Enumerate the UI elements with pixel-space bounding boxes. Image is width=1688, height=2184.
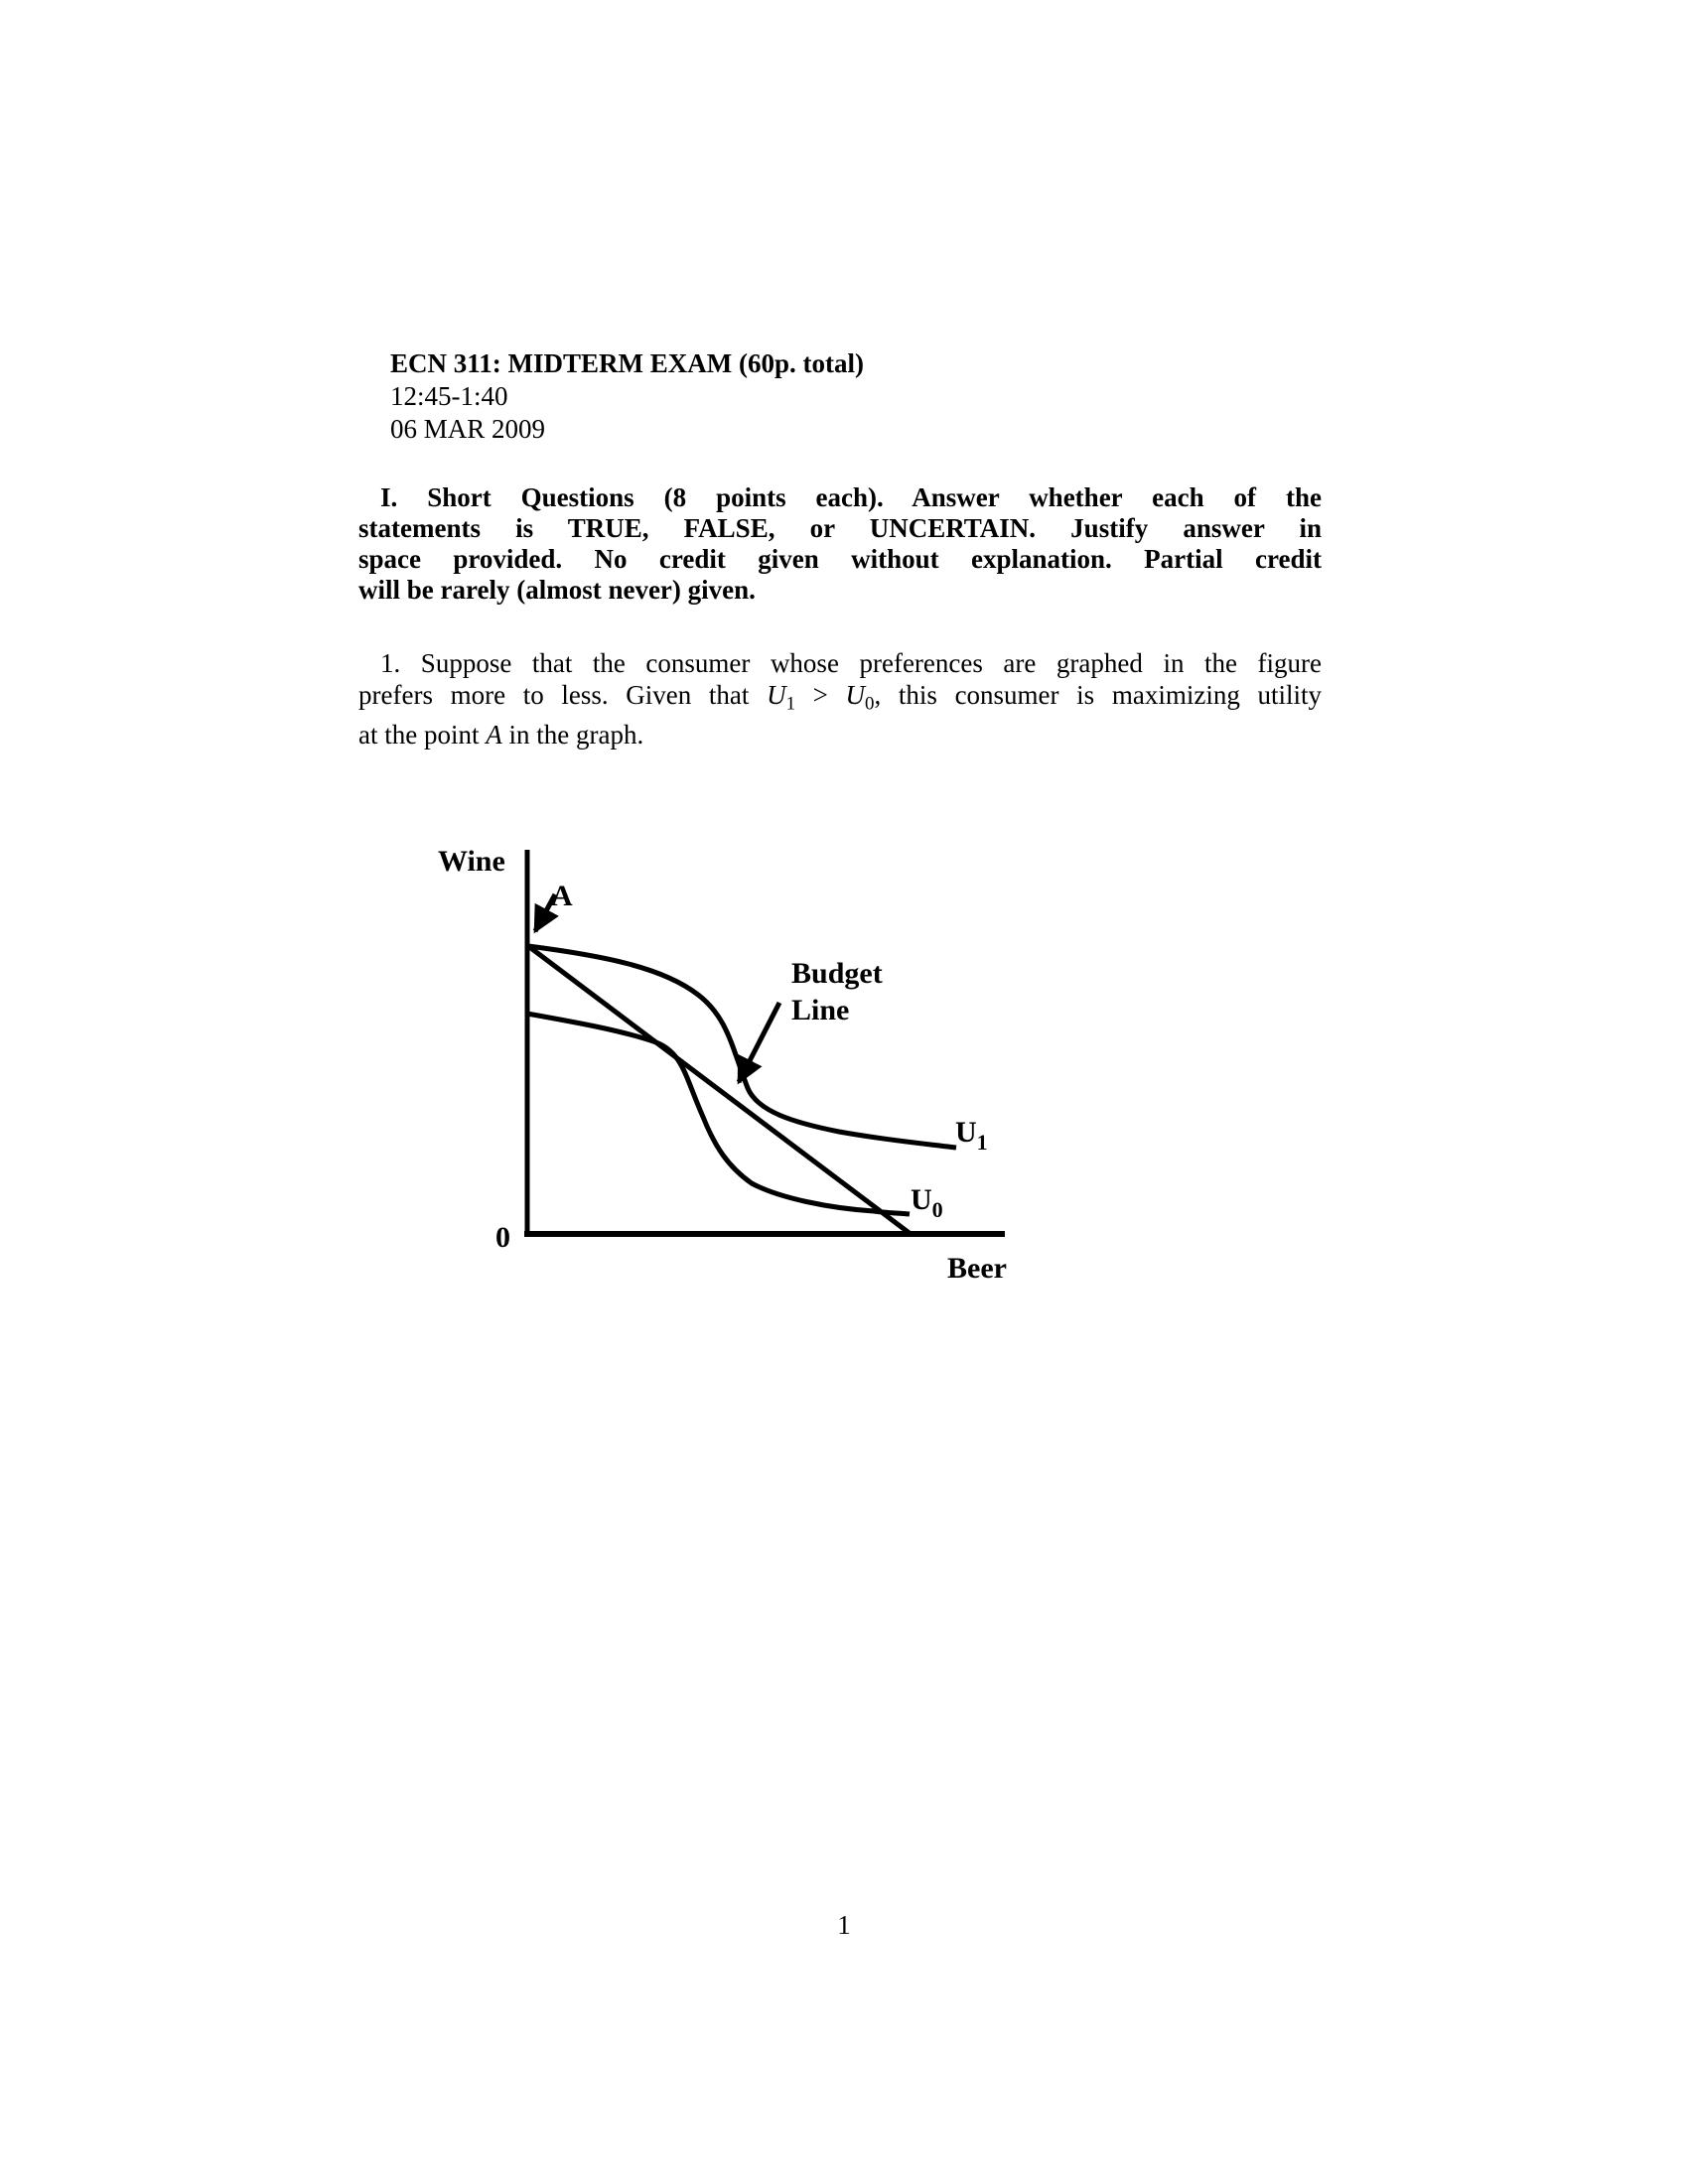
question-1-line-3 [358,720,1322,751]
q1-l3-text-a: at the point [358,719,487,750]
u1-curve-label [955,1116,988,1155]
budget-line-label-word2: Line [791,994,850,1026]
instructions-line-4: will be rarely (almost never) given. [358,575,756,605]
budget-line-label-word1: Budget [791,957,883,990]
indifference-curve-u0 [527,1014,910,1214]
point-a-label: A [551,880,573,912]
q1-u1-subscript: 1 [785,693,796,715]
exam-header [390,347,864,446]
x-axis-label: Beer [947,1252,1007,1285]
indifference-curve-figure [417,824,1072,1300]
page-number: 1 [837,1910,851,1940]
q1-u1-variable: U [767,679,786,710]
instructions-line-2: statements is TRUE, FALSE, or UNCERTAIN. Justify answer in [358,513,1322,543]
q1-greater-than: > [795,679,846,710]
exam-time: 12:45-1:40 [390,381,508,411]
budget-line-arrow [739,1003,779,1082]
instructions-line-3: space provided. No credit given without explanation. Partial credit [358,544,1322,574]
question-1-line-2 [358,680,1322,720]
indifference-curve-u1 [528,946,956,1148]
q1-u0-variable: U [845,679,866,710]
q1-point-a-variable: A [486,719,502,750]
instructions-line-1: I. Short Questions (8 points each). Answer whether each of the [380,482,1322,512]
u1-label-subscript: 1 [976,1130,988,1155]
question-1-line-1: 1. Suppose that the consumer whose preferences are graphed in the figure [380,648,1322,678]
u1-label-base: U [955,1116,977,1149]
u0-curve-label [911,1183,943,1222]
u0-label-base: U [911,1183,932,1216]
q1-l3-text-b: in the graph. [501,719,644,750]
q1-l2-text-a: prefers more to less. Given that [358,679,768,710]
exam-title: ECN 311: MIDTERM EXAM (60p. total) [390,348,864,378]
u0-label-subscript: 0 [931,1197,943,1222]
instructions-paragraph [358,482,1322,606]
origin-label: 0 [495,1221,510,1254]
y-axis-label: Wine [438,845,505,878]
exam-date: 06 MAR 2009 [390,414,546,444]
question-1-paragraph [358,648,1322,751]
q1-u0-subscript: 0 [865,693,875,715]
q1-l2-text-b: , this consumer is maximizing utility [874,679,1322,710]
